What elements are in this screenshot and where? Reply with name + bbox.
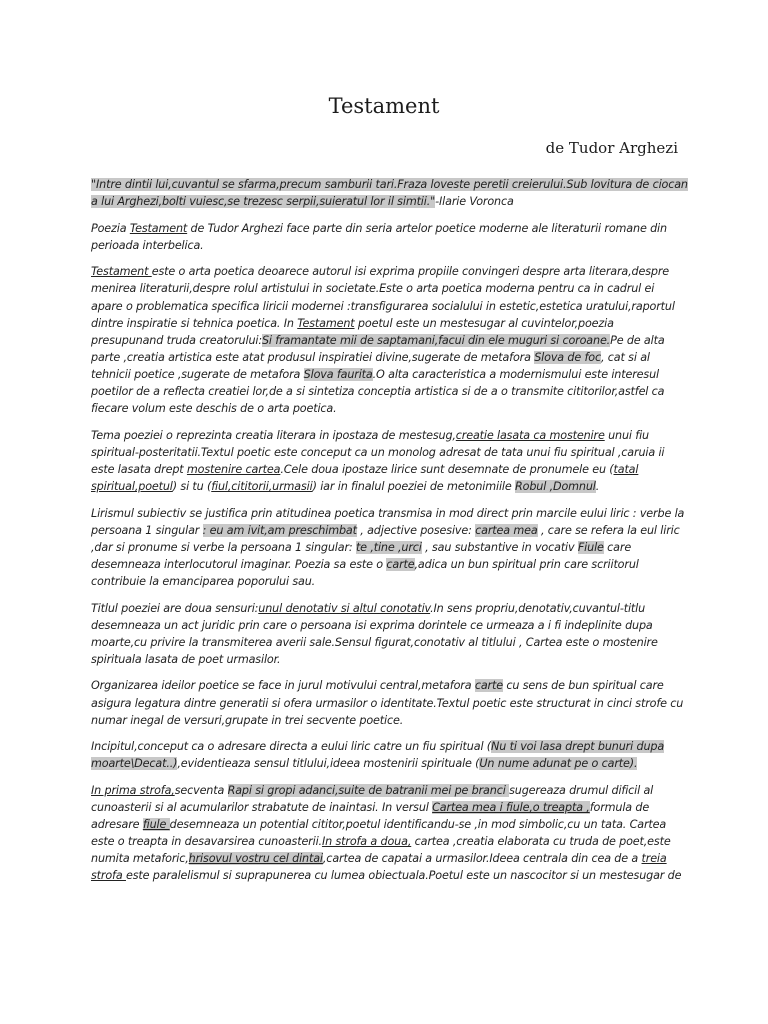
- text-run: cu sens de bun spiritual care asigura legatura dintre generatii si ofera urmasilor o identitate.Textul poetic este structurat in cinci strofe cu numar inegal de versuri,grupate in trei secvente poetice.: [91, 679, 684, 727]
- text-run: care desemneaza interlocutorul imaginar. Poezia sa este o: [91, 540, 632, 571]
- highlighted-text: Nu ti voi lasa drept bunuri dupa moarte\Decat..): [91, 740, 665, 771]
- paragraph: [91, 176, 689, 210]
- text-run: desemneaza un potential cititor,poetul identificandu-se ,in mod simbolic,cu un tata. Cartea este o treapta in desavarsirea cunoasterii.: [91, 818, 667, 849]
- highlighted-text: te ,tine ,urci: [355, 540, 422, 554]
- text-run: Tema poeziei o reprezinta creatia literara in ipostaza de mestesug,: [91, 428, 456, 442]
- paragraph: [91, 600, 689, 668]
- document-title: Testament: [328, 94, 440, 118]
- paragraph: [91, 427, 689, 495]
- text-run: , sau substantive in vocativ: [421, 540, 578, 554]
- text-run: este o arta poetica deoarece autorul isi exprima propiile convingeri despre arta literara,despre menirea literaturii,despre rolul artistului in societate.Este o arta poetica moderna pentru ca in cadrul ei apare o problematica specifica liricii modernei :transfigurarea socialului in estetic,estetica uratului,raportul dintre inspiratie si tehnica poetica. In: [91, 265, 675, 330]
- text-run: Lirismul subiectiv se justifica prin atitudinea poetica transmisa in mod direct prin marcile eului liric : verbe la persoana 1 singular: [91, 506, 685, 537]
- underlined-text: Testament: [129, 221, 188, 235]
- text-run: Titlul poeziei are doua sensuri:: [91, 601, 259, 615]
- text-run: Poezia: [91, 221, 130, 235]
- text-run: de Tudor Arghezi face parte din seria artelor poetice moderne ale literaturii romane din perioada interbelica.: [91, 221, 667, 252]
- highlighted-text: carte: [474, 679, 503, 693]
- text-run: .Cele doua ipostaze lirice sunt desemnate de pronumele eu (: [280, 462, 614, 476]
- paragraph: [91, 677, 689, 728]
- highlighted-underlined-text: fiule: [142, 818, 170, 832]
- text-run: secventa: [174, 783, 228, 797]
- underlined-text: In strofa a doua,: [321, 835, 412, 849]
- text-run: .In sens propriu,denotativ,cuvantul-titlu desemneaza un act juridic prin care o persoana isi exprima dorintele ce urmeaza a i fi indeplinite dupa moarte,cu privire la transmiterea averii sale.Sensul figurat,conotativ al titlului , Cartea este o mostenire spirituala lasata de poet urmasilor.: [91, 601, 658, 666]
- text-run: , care se refera la eul liric ,dar si pronume si verbe la persoana 1 singular:: [91, 523, 680, 554]
- highlighted-underlined-text: hrisovul vostru cel dintai: [188, 852, 323, 866]
- text-run: ) si tu (: [172, 480, 212, 493]
- highlighted-underlined-text: Cartea mea i fiule,o treapta ,: [432, 801, 590, 814]
- document-author: de Tudor Arghezi: [545, 139, 678, 157]
- text-run: -Ilarie Voronca: [435, 195, 514, 209]
- paragraph: [91, 505, 689, 590]
- highlighted-text: Rapi si gropi adanci,suite de batranii mei pe branci: [227, 783, 510, 797]
- highlighted-text: "Intre dintii lui,cuvantul se sfarma,precum samburii tari.Fraza loveste peretii creierului.Sub lovitura de ciocan a lui Arghezi,bolti vuiesc,se trezesc serpii,suieratul lor il simtii.": [91, 178, 688, 209]
- text-run: , adjective posesive:: [356, 523, 476, 537]
- text-run: poetul este un mestesugar al cuvintelor,poezia presupunand truda creatorului:: [91, 316, 614, 347]
- text-run: formula de adresare: [91, 801, 650, 832]
- text-run: Organizarea ideilor poetice se face in jurul motivului central,metafora: [91, 679, 475, 693]
- text-run: ,adica un bun spiritual prin care scriitorul contribuie la emanciparea poporului sau.: [91, 557, 639, 588]
- highlighted-text: Un nume adunat pe o carte).: [479, 757, 638, 771]
- text-run: .O alta caracteristica a modernismului este interesul poetilor de a reflecta creatiei lor,de a si sintetiza conceptia artistica si de a o transmite cititorilor,astfel ca fiecare volum este deschis de o arta poetica.: [91, 367, 665, 416]
- text-run: Incipitul,conceput ca o adresare directa a eului liric catre un fiu spiritual (: [91, 740, 492, 754]
- highlighted-text: carte: [386, 557, 415, 571]
- text-run: ) iar in finalul poeziei de metonimiile: [312, 480, 516, 493]
- text-run: ,evidentieaza sensul titlului,ideea mostenirii spirituale (: [177, 757, 480, 771]
- highlighted-text: Slova faurita: [303, 367, 373, 381]
- highlighted-text: Robul ,Domnul: [515, 480, 596, 493]
- paragraph: [91, 738, 689, 772]
- highlighted-text: Fiule: [577, 540, 604, 554]
- paragraph: [91, 782, 689, 885]
- text-run: ,cartea de capatai a urmasilor.Ideea centrala din cea de a: [322, 852, 642, 866]
- paragraph: [91, 263, 689, 417]
- text-run: .: [595, 480, 600, 493]
- text-run: Pe de alta parte ,creatia artistica este atat produsul inspiratiei divine,sugerate de metafora: [91, 333, 665, 364]
- underlined-text: mostenire cartea: [186, 462, 281, 476]
- underlined-text: unul denotativ si altul conotativ: [258, 601, 431, 615]
- text-run: , cat si al tehnicii poetice ,sugerate de metafora: [91, 350, 650, 381]
- highlighted-text: cartea mea: [475, 523, 538, 537]
- text-run: unui fiu spiritual-posteritatii.Textul poetic este conceput ca un monolog adresat de tata unui fiu spiritual ,caruia ii este lasata drept: [91, 428, 665, 476]
- underlined-text: fiul,cititorii,urmasii: [211, 480, 313, 493]
- highlighted-text: : eu am ivit,am preschimbat: [202, 523, 357, 537]
- underlined-text: creatie lasata ca mostenire: [455, 428, 605, 442]
- document-body: [91, 176, 689, 894]
- paragraph: [91, 220, 689, 254]
- underlined-text: treia strofa: [91, 852, 667, 883]
- text-run: sugereaza drumul dificil al cunoasterii si al acumularilor strabatute de inaintasi. In versul: [91, 783, 654, 814]
- highlighted-text: Si framantate mii de saptamani,facui din ele muguri si coroane.: [261, 333, 611, 347]
- highlighted-text: Slova de foc: [534, 350, 601, 364]
- underlined-text: In prima strofa,: [91, 783, 175, 797]
- underlined-text: tatal spiritual,poetul: [91, 462, 639, 493]
- text-run: cartea ,creatia elaborata cu truda de poet,este numita metaforic,: [91, 835, 671, 866]
- underlined-text: Testament: [297, 316, 355, 330]
- text-run: este paralelismul si suprapunerea cu lumea obiectuala.Poetul este un nascocitor si un mestesugar de: [125, 869, 682, 883]
- underlined-text: Testament: [91, 265, 152, 279]
